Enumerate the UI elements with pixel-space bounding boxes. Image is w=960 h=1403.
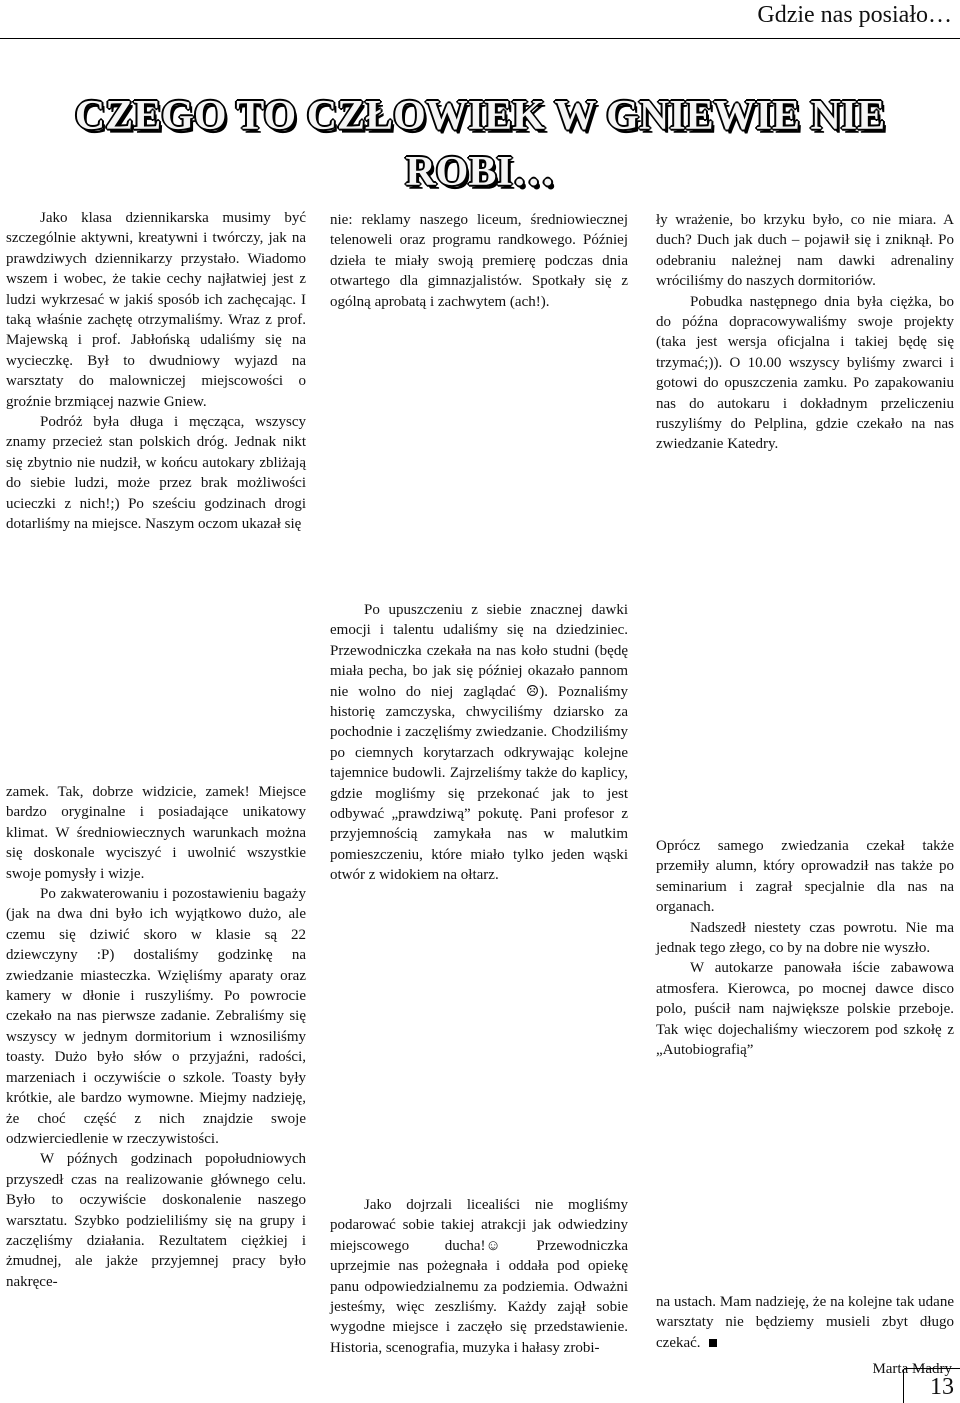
- paragraph: Po zakwaterowaniu i pozostawieniu bagaży (jak na dwa dni było ich wyjątkowo dużo, ale czemu się dziwić skoro w klasie są 22 dziewczyny :P) dostaliśmy godzinkę na zwiedzanie miasteczka. Wzięliśmy aparaty oraz kamery w dłonie i ruszyliśmy. Po powrocie czekało na nas pierwsze zadanie. Zebraliśmy się wszyscy w jednym dormitorium i wznosiliśmy toasty. Dużo było słów o przyjaźni, radości, marzeniach i oczywiście o szkole. Toasty były krótkie, ale bardzo wymowne. Miejmy nadzieję, że choć część z nich znajdzie swoje odzwierciedlenie w rzeczywistości.: [6, 886, 306, 1147]
- column-1-bottom: [6, 782, 306, 1292]
- page-number-rule-vertical: [903, 1369, 904, 1403]
- section-label: Gdzie nas posiało…: [757, 2, 952, 28]
- paragraph: Po upuszczeniu z siebie znacznej dawki emocji i talentu udaliśmy się na dziedziniec. Przewodniczka czekała na nas koło studni (będę miała pecha, bo jak się później okazało pannom nie wolno do niej zaglądać ☹). Poznaliśmy historię zamczyska, chwyciliśmy dziarsko za pochodnie i zaczęliśmy zwiedzanie. Chodziliśmy po ciemnych korytarzach odkrywając kolejne tajemnice budowli. Zajrzeliśmy także do kaplicy, gdzie mogliśmy się przekonać jak to jest odbywać „prawdziwą” pokutę. Pani profesor z przyjemnością zamykała nas w malutkim pomieszczeniu, które miało tylko jeden wąski otwór z widokiem na ołtarz.: [330, 602, 628, 884]
- article-title-line-1: CZEGO TO CZŁOWIEK W GNIEWIE NIE: [74, 93, 886, 139]
- paragraph: Jako klasa dziennikarska musimy być szczególnie aktywni, kreatywni i twórczy, jak na prawdziwych dziennikarzy przystało. Wiadomo wszem i wobec, że takie cechy najłatwiej jest z ludzi wykrzesać w jakiś sposób ich zachęcając. I taką właśnie zachętę otrzymaliśmy. Wraz z prof. Majewską i prof. Jabłońską udaliśmy się na wycieczkę. Był to dwudniowy wyjazd na warsztaty do malowniczej miejscowości o groźnie brzmiącej nazwie Gniew.: [6, 210, 306, 410]
- article-title-line-2: ROBI…: [405, 149, 555, 195]
- paragraph: ły wrażenie, bo krzyku było, co nie miara. A duch? Duch jak duch – pojawił się i zniknął. Po odebraniu należnej nam dawki adrenaliny wróciliśmy do naszych dormitoriów.: [656, 212, 954, 290]
- paragraph: Podróż była długa i męcząca, wszyscy znamy przecież stan polskich dróg. Jednak nikt się zbytnio nie nudził, w końcu autokary zbliżają do siebie ludzi, może przez brak możliwości ucieczki z nich!;) Po sześciu godzinach drogi dotarliśmy na miejsce. Naszym oczom ukazał się: [6, 414, 306, 533]
- header-rule: [0, 38, 960, 39]
- paragraph: nie: reklamy naszego liceum, średniowiecznej telenoweli oraz programu randkowego. Później dzieła te miały swoją premierę podczas dnia otwartego dla gimnazjalistów. Spotkały się z ogólną aprobatą i zachwytem (ach!).: [330, 212, 628, 310]
- paragraph: Pobudka następnego dnia była ciężka, bo do późna dopracowywaliśmy swoje projekty (taka jest wersja oficjalna i takiej będę się trzymać;)). O 10.00 wszyscy byliśmy zwarci i gotowi do opuszczenia zamku. Po zapakowaniu nas do autokaru i dokładnym przeliczeniu ruszyliśmy do Pelplina, gdzie czekało na nas zwiedzanie Katedry.: [656, 293, 954, 453]
- paragraph: zamek. Tak, dobrze widzicie, zamek! Miejsce bardzo oryginalne i posiadające unikatowy klimat. W średniowiecznych warunkach można się doskonale wyciszyć i uwolnić wszystkie swoje pomysły i wizje.: [6, 784, 306, 882]
- column-2-middle: [330, 600, 628, 886]
- column-2-top: [330, 210, 628, 312]
- paragraph: Jako dojrzali licealiści nie mogliśmy podarować sobie takiej atrakcji jak odwiedziny miejscowego ducha!☺ Przewodniczka uprzejmie nas pożegnała i oddała pod opiekę panu odpowiedzialnemu za podziemia. Odważni jesteśmy, więc zeszliśmy. Każdy zajął sobie wygodne miejsce i zaczęło się przedstawienie. Historia, scenografia, muzyka i hałasy zrobi-: [330, 1197, 628, 1356]
- column-1-top: [6, 208, 306, 535]
- paragraph: W późnych godzinach popołudniowych przyszedł czas na realizowanie głównego celu. Było to oczywiście doskonalenie naszego warsztatu. Szybko podzieliliśmy się na grupy i zaczęliśmy działania. Rezultatem ciężkiej i żmudnej, ale jakże przyjemnej pracy było nakręce-: [6, 1151, 306, 1290]
- column-3-top: [656, 210, 954, 455]
- article-title: [40, 88, 920, 200]
- paragraph: W autokarze panowała iście zabawowa atmosfera. Kierowca, po mocnej dawce disco polo, puścił nam największe polskie przeboje. Tak więc dojechaliśmy wieczorem pod szkołę z „Autobiografią”: [656, 960, 954, 1059]
- paragraph: Oprócz samego zwiedzania czekał także przemiły alumn, który oprowadził nas także po seminarium i zagrał specjalnie dla nas na organach.: [656, 838, 954, 916]
- page-number-rule: [904, 1368, 960, 1369]
- column-3-middle: [656, 836, 954, 1060]
- column-2-bottom: [330, 1195, 628, 1358]
- end-of-article-square-icon: [709, 1339, 717, 1347]
- page-number: 13: [930, 1374, 954, 1400]
- paragraph: [656, 1292, 954, 1353]
- column-3-bottom: [656, 1292, 954, 1380]
- paragraph-text: na ustach. Mam nadzieję, że na kolejne tak udane warsztaty nie będziemy musieli zbyt długo czekać.: [656, 1294, 954, 1351]
- paragraph: Nadszedł niestety czas powrotu. Nie ma jednak tego złego, co by na dobre nie wyszło.: [656, 919, 954, 957]
- author-signature: Marta Madry: [872, 1361, 952, 1378]
